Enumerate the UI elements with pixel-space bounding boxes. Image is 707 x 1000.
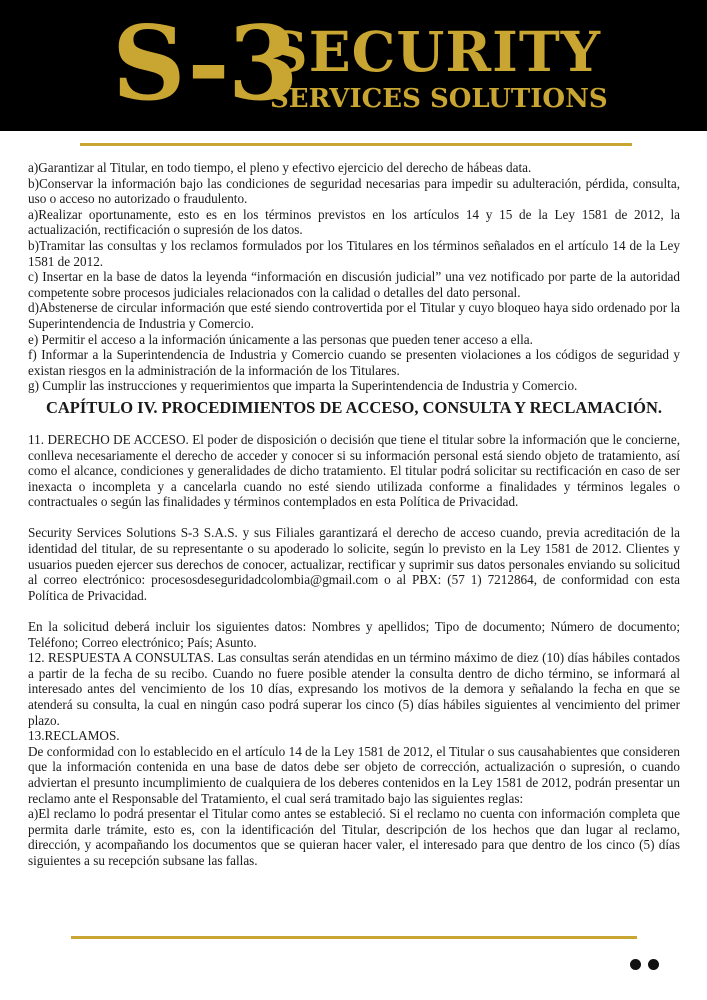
request-data-paragraph: En la solicitud deberá incluir los siguientes datos: Nombres y apellidos; Tipo de documento; Número de documento; Teléfono; Correo electrónico; País; Asunto.: [28, 619, 680, 650]
header-banner: [0, 0, 707, 131]
logo-tagline: SERVICES SOLUTIONS: [270, 84, 608, 114]
page-dots: [630, 958, 664, 972]
duty-item: g) Cumplir las instrucciones y requerimientos que imparta la Superintendencia de Industria y Comercio.: [28, 378, 578, 394]
bottom-divider: [71, 936, 637, 939]
dot-icon: [630, 959, 641, 970]
logo-word: SECURITY: [268, 19, 602, 84]
duty-item: b)Conservar la información bajo las condiciones de seguridad necesarias para impedir su adulteración, pérdida, consulta, uso o acceso no autorizado o fraudulento.: [28, 175, 680, 207]
claims-rule-a: a)El reclamo lo podrá presentar el Titular como antes se estableció. Si el reclamo no cuenta con información completa que permita darle trámite, esto es, con la identificación del Titular, descripción de los hechos que dan lugar al reclamo, dirección, y acompañando los documentos que se quieran hacer valer, el interesado para que dentro de los cinco (5) días siguientes a su recepción subsane las fallas.: [28, 806, 680, 868]
claims-heading: 13.RECLAMOS.: [28, 728, 120, 744]
chapter-title: CAPÍTULO IV. PROCEDIMIENTOS DE ACCESO, CONSULTA Y RECLAMACIÓN.: [45, 397, 663, 417]
duty-item: a)Realizar oportunamente, esto es en los términos previstos en los artículos 14 y 15 de la Ley 1581 de 2012, la actualización, rectificación o supresión de los datos.: [28, 206, 680, 238]
access-guarantee-paragraph: Security Services Solutions S-3 S.A.S. y sus Filiales garantizará el derecho de acceso cuando, previa acreditación de la identidad del titular, de su representante o su apoderado lo solicite, según lo previsto en la Ley 1581 de 2012. Clientes y usuarios pueden ejercer sus derechos de conocer, actualizar, rectificar y suprimir sus datos personales enviando su solicitud al correo electrónico: procesosdeseguridadcolombia@gmail.com o al PBX: (57 1) 7212864, de conformidad con esta Política de Privacidad.: [28, 525, 680, 603]
duty-item: c) Insertar en la base de datos la leyenda “información en discusión judicial” una vez notificado por parte de la autoridad competente sobre procesos judiciales relacionados con la calidad o detalles del dato personal.: [28, 269, 680, 300]
duty-item: d)Abstenerse de circular información que esté siendo controvertida por el Titular y cuyo bloqueo haya sido ordenado por la Superintendencia de Industria y Comercio.: [28, 300, 680, 331]
access-right-paragraph: 11. DERECHO DE ACCESO. El poder de disposición o decisión que tiene el titular sobre la información que le concierne, conlleva necesariamente el derecho de acceder y conocer si su información personal está siendo objeto de tratamiento, así como el alcance, condiciones y generalidades de dicho tratamiento. El titular podrá solicitar su rectificación en caso de ser inexacta o incompleta y a cancelarla cuando no esté siendo utilizada conforme a finalidades y términos legales o contractuales o según las finalidades y términos contemplados en esta Política de Privacidad.: [28, 431, 680, 510]
claims-paragraph: De conformidad con lo establecido en el artículo 14 de la Ley 1581 de 2012, el Titular o sus causahabientes que consideren que la información contenida en una base de datos debe ser objeto de corrección, actualización o supresión, o cuando adviertan el presunto incumplimiento de cualquiera de los deberes contenidos en la Ley 1581 de 2012, podrán presentar un reclamo ante el Responsable del Tratamiento, el cual será tramitado bajo las siguientes reglas:: [28, 743, 680, 806]
duty-item: b)Tramitar las consultas y los reclamos formulados por los Titulares en los términos señalados en el artículo 14 de la Ley 1581 de 2012.: [28, 237, 680, 269]
dot-icon: [648, 959, 659, 970]
consultation-response-paragraph: 12. RESPUESTA A CONSULTAS. Las consultas serán atendidas en un término máximo de diez (10) días hábiles contados a partir de la fecha de su recibo. Cuando no fuere posible atender la consulta dentro de dicho término, se informará al interesado antes del vencimiento de los 10 días, expresando los motivos de la demora y señalando la fecha en que se atenderá su consulta, la cual en ningún caso podrá superar los cinco (5) días hábiles siguientes al vencimiento del primer plazo.: [28, 650, 680, 728]
logo-mark: S-3: [112, 4, 297, 124]
duty-item: e) Permitir el acceso a la información únicamente a las personas que pueden tener acceso a ella.: [28, 331, 533, 347]
duty-item: a)Garantizar al Titular, en todo tiempo, el pleno y efectivo ejercicio del derecho de hábeas data.: [28, 160, 532, 175]
duty-item: f) Informar a la Superintendencia de Industria y Comercio cuando se presenten violaciones a los códigos de seguridad y existan riesgos en la administración de la información de los Titulares.: [28, 347, 680, 378]
top-divider: [80, 143, 632, 146]
document-body: [28, 160, 680, 869]
